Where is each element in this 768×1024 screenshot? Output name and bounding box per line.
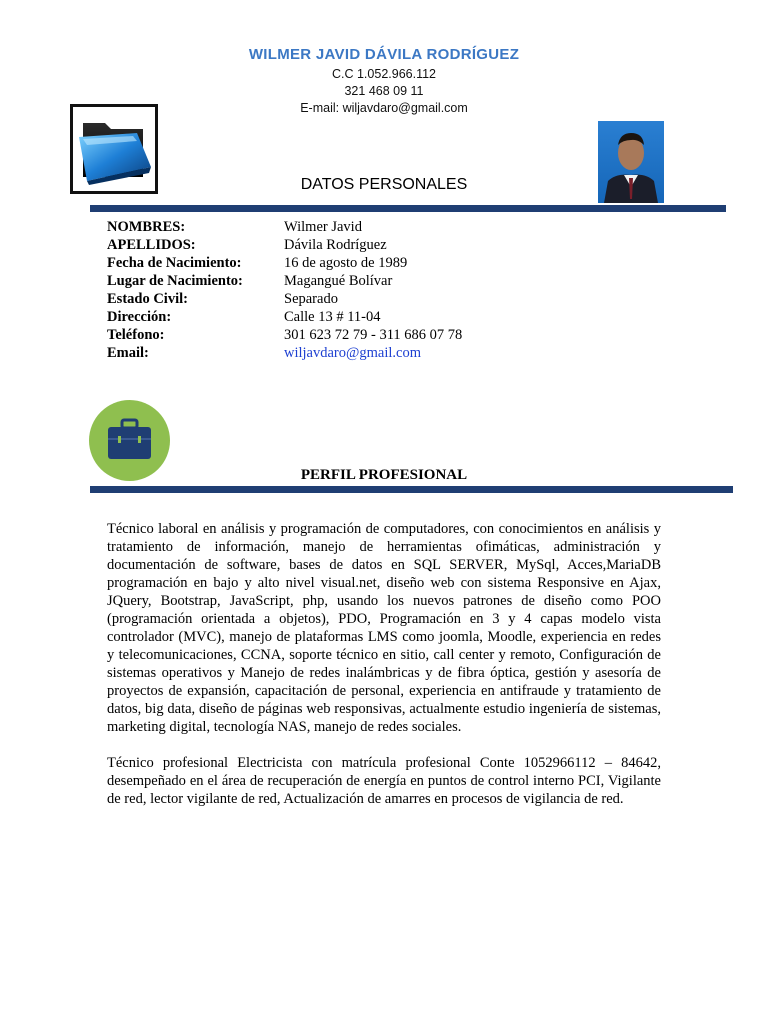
field-value: 16 de agosto de 1989	[284, 255, 408, 271]
field-label: Email:	[107, 345, 149, 361]
contact-email: E-mail: wiljavdaro@gmail.com	[300, 101, 468, 115]
field-label: APELLIDOS:	[107, 237, 196, 253]
contact-phone: 321 468 09 11	[344, 84, 424, 98]
personal-data-list	[107, 218, 462, 362]
email-link[interactable]: wiljavdaro@gmail.com	[284, 345, 421, 361]
list-item	[107, 308, 462, 326]
candidate-name: WILMER JAVID DÁVILA RODRÍGUEZ	[248, 46, 520, 63]
section-title-personal: DATOS PERSONALES	[300, 176, 468, 193]
section-title-profile: PERFIL PROFESIONAL	[300, 467, 468, 483]
profile-paragraph: Técnico laboral en análisis y programación de computadores, con conocimientos en análisis y tratamiento de información, manejo de herramientas ofimáticas, administración y documentación de software, bases de datos en SQL SERVER, MySql, Acces,MariaDB programación en bajo y alto nivel visual.net, diseño web con sistema Responsive en Ajax, JQuery, Bootstrap, JavaScript, php, usando los nuevos patrones de diseño como POO (programación orientada a objetos), PDO, Programación en 3 y 4 capas modelo vista controlador (MVC), manejo de plataformas LMS como joomla, Moodle, experiencia en redes y telecomunicaciones, CCNA, soporte técnico en sitio, call center y remoto, Configuración de sistemas operativos y Manejo de redes inalámbricas y de fibra óptica, gestión y asesoría de proyectos de expansión, capacitación de personal, experiencia en antifraude y tratamiento de datos, big data, diseño de páginas web responsivas, actualmente estudio ingeniería de sistemas, marketing digital, tecnología NAS, manejo de redes sociales.	[107, 521, 661, 735]
list-item	[107, 272, 462, 290]
field-label: Fecha de Nacimiento:	[107, 255, 242, 271]
field-value: Calle 13 # 11-04	[284, 309, 381, 325]
field-value: 301 623 72 79 - 311 686 07 78	[284, 327, 463, 343]
profile-paragraph: Técnico profesional Electricista con matrícula profesional Conte 1052966112 – 84642, desempeñado en el área de recuperación de energía en puntos de control interno PCI, Vigilante de red, lector vigilante de red, Actualización de amarres en procesos de vigilancia de red.	[107, 755, 661, 807]
field-value: Dávila Rodríguez	[284, 237, 387, 253]
field-value: Magangué Bolívar	[284, 273, 393, 289]
section-divider	[90, 205, 726, 212]
list-item	[107, 344, 462, 362]
field-value: Wilmer Javid	[284, 219, 362, 235]
profile-description	[107, 520, 661, 826]
section-divider	[90, 486, 733, 493]
list-item	[107, 326, 462, 344]
field-label: Teléfono:	[107, 327, 165, 343]
list-item	[107, 254, 462, 272]
field-label: Estado Civil:	[107, 291, 188, 307]
id-number: C.C 1.052.966.112	[331, 67, 436, 81]
list-item	[107, 218, 462, 236]
list-item	[107, 290, 462, 308]
field-label: NOMBRES:	[107, 219, 186, 235]
field-value: Separado	[284, 291, 338, 307]
list-item	[107, 236, 462, 254]
field-label: Lugar de Nacimiento:	[107, 273, 243, 289]
field-label: Dirección:	[107, 309, 172, 325]
